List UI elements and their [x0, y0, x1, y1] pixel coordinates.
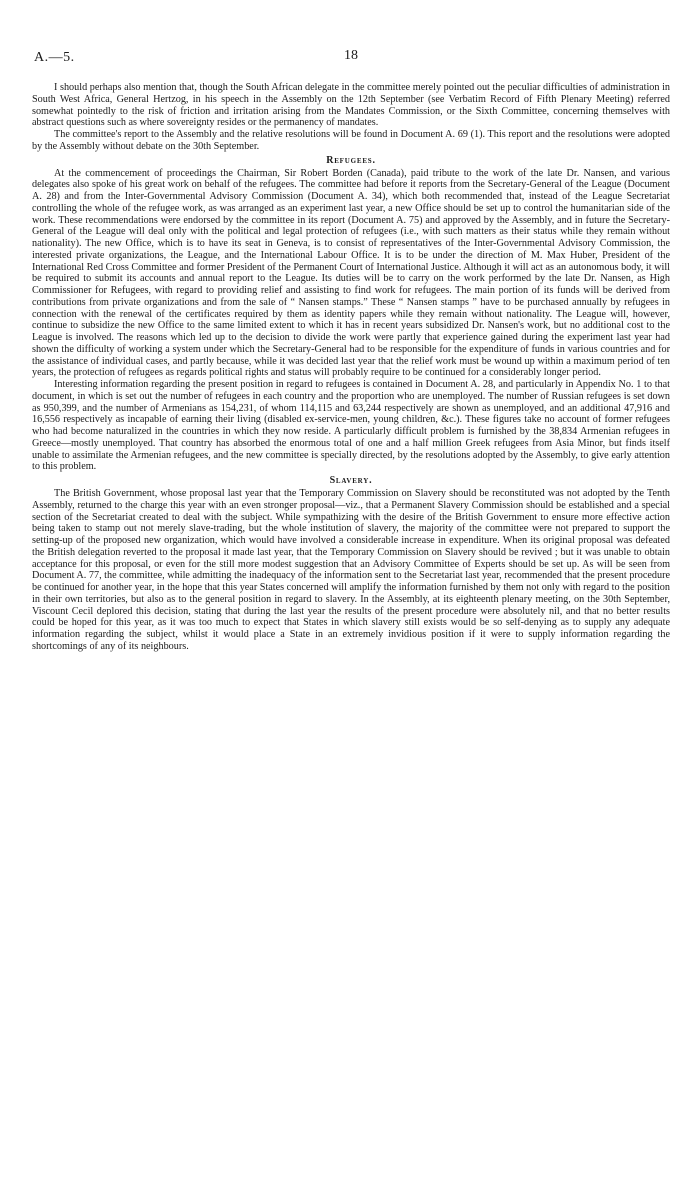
intro-paragraph-1: I should perhaps also mention that, though the South African delegate in the committee merely pointed out the peculiar difficulties of administration in South West Africa, General Hertzog, in his speech in the Assembly on the 12th September (see Verbatim Record of Fifth Plenary Meeting) referred somewhat pointedly to the risk of friction and irritation arising from the Mandates Commission, or the Sixth Committee, concerning themselves with abstract questions such as where sovereignty resides or the permanency of mandates. [32, 82, 670, 129]
section-heading-slavery: Slavery. [329, 475, 373, 486]
page-number: 18 [344, 48, 358, 63]
page-header [32, 48, 670, 70]
slavery-paragraph-1: The British Government, whose proposal last year that the Temporary Commission on Slavery should be reconstituted was not adopted by the Tenth Assembly, returned to the charge this year with an even stronger proposal—viz., that a Permanent Slavery Commission should be established and a special section of the Secretariat created to deal with the subject. While sympathizing with the desire of the British Government to ensure more effective action being taken to stamp out not merely slave-trading, but the whole institution of slavery, the majority of the committee were not prepared to support the setting-up of the proposed new organization, which would have involved a considerable increase in expenditure. When its original proposal was defeated the British delegation reverted to the proposal it made last year, that the Temporary Commission on Slavery should be revived ; but it was unable to obtain acceptance for this proposal, or even for the still more modest suggestion that an Advisory Committee of Experts should be set up. As will be seen from Document A. 77, the committee, while admitting the inadequacy of the information sent to the Secretariat last year, recommended that the present procedure be continued for another year, in the hope that this year States concerned will amplify the information furnished by them not only with regard to the position in their own territories, but also as to the general position in regard to slavery. In the Assembly, at its eighteenth plenary meeting, on the 30th September, Viscount Cecil deplored this decision, stating that during the last year the results of the present procedure were absolutely nil, and that no better results could be hoped for this year, as it was too much to expect that States in which slavery still exists would be so self-denying as to supply any adequate information regarding the subject, whilst it would place a State in an extremely invidious position if it were to supply information regarding the shortcomings of any of its neighbours. [32, 488, 670, 652]
refugees-paragraph-1: At the commencement of proceedings the Chairman, Sir Robert Borden (Canada), paid tribute to the work of the late Dr. Nansen, and various delegates also spoke of his great work on behalf of the refugees. The committee had before it reports from the Secretary-General of the League (Document A. 28) and from the Inter-Governmental Advisory Commission (Document A. 34), which both recommended that, instead of the League Secretariat controlling the whole of the refugee work, as was arranged as an experiment last year, a new Office should be set up to control the humanitarian side of the work. These recommendations were endorsed by the committee in its report (Document A. 75) and approved by the Assembly, and in future the Secretary-General of the League will deal only with the political and legal protection of refugees (i.e., with such matters as their status while they remain without nationality). The new Office, which is to have its seat in Geneva, is to consist of representatives of the Inter-Governmental Advisory Commission, the interested private organizations, the League, and the International Labour Office. It is to be under the direction of M. Max Huber, President of the International Red Cross Committee and former President of the Permanent Court of International Justice. Although it will act as an autonomous body, it will be required to submit its accounts and annual report to the League. Its duties will be to carry on the work performed by the late Dr. Nansen, as High Commissioner for Refugees, with regard to providing relief and assisting to find work for refugees. The main portion of its funds will be derived from contributions from private organizations and from the sale of “ Nansen stamps.” These “ Nansen stamps ” have to be purchased annually by refugees in connection with the renewal of the certificates required by them as identity papers while they remain without nationality. The League will, however, continue to subsidize the new Office to the same limited extent to which it has in recent years subsidized Dr. Nansen's work, but no additional cost to the League is involved. The reasons which led up to the decision to divide the work were partly that experience gained during the experiment last year had shown the difficulty of working a system under which the Secretary-General had to be responsible for the expenditure of funds in various countries and for the assistance of individual cases, and partly because, while it was decided last year that the relief work must be wound up within a maximum period of ten years, the protection of refugees as regards political rights and status will probably require to be continued for a considerably longer period. [32, 167, 670, 379]
document-body [32, 82, 670, 653]
intro-paragraph-2: The committee's report to the Assembly and the relative resolutions will be found in Document A. 69 (1). This report and the resolutions were adopted by the Assembly without debate on the 30th September. [32, 129, 670, 152]
section-heading-refugees: Refugees. [326, 154, 376, 166]
document-reference: A.—5. [34, 50, 75, 65]
refugees-paragraph-2: Interesting information regarding the present position in regard to refugees is contained in Document A. 28, and particularly in Appendix No. 1 to that document, in which is set out the number of refugees in each country and the proportion who are unemployed. The number of Russian refugees is set down as 950,399, and the number of Armenians as 154,231, of whom 114,115 and 63,244 respectively are shown as unemployed, and an additional 47,916 and 16,556 respectively as incapable of earning their living (disabled ex-service-men, young children, &c.). These figures take no account of former refugees who had become naturalized in the countries in which they now reside. A particularly difficult problem is furnished by the 38,834 Armenian refugees in Greece—mostly unemployed. That country has absorbed the enormous total of one and a half million Greek refugees from Asia Minor, but finds itself unable to assimilate the Armenian refugees, and the new committee is specially directed, by the resolutions adopted by the Assembly, to give early attention to this problem. [32, 379, 670, 473]
